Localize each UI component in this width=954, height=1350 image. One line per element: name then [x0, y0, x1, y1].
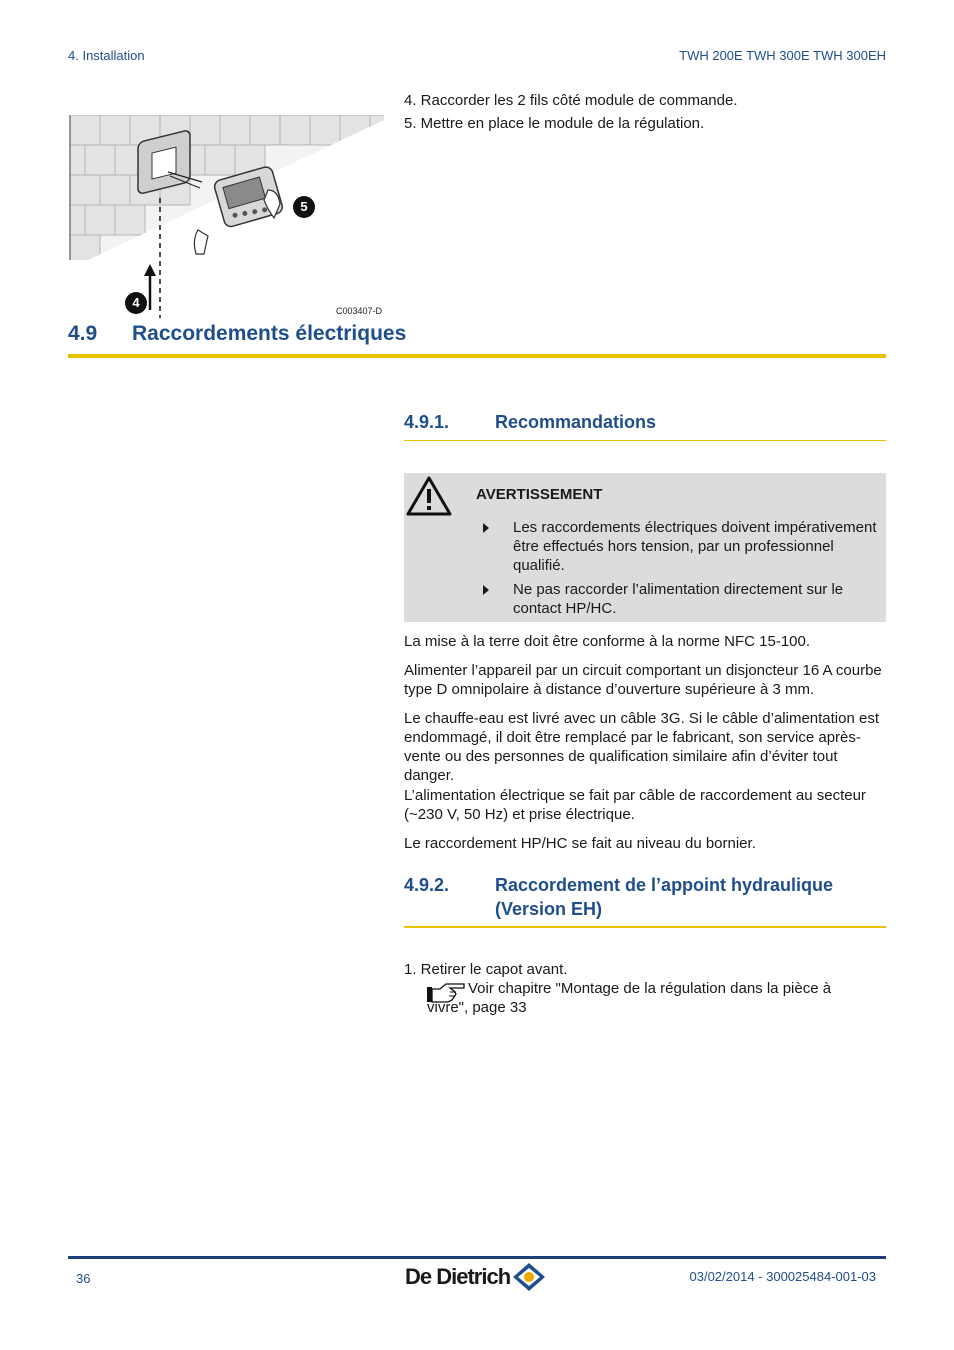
callout-5: 5	[293, 196, 315, 218]
callout-4: 4	[125, 292, 147, 314]
bullet-icon	[483, 523, 489, 533]
sub2-number: 4.9.2.	[404, 875, 450, 895]
page-number: 36	[76, 1271, 91, 1286]
sub2-title-line1: Raccordement de l’appoint hydraulique	[495, 875, 834, 895]
paragraph-supply: L’alimentation électrique se fait par câble de raccordement au secteur (~230 V, 50 Hz) et prise électrique.	[404, 787, 866, 823]
warning-box	[404, 473, 886, 622]
header-chapter: 4. Installation	[68, 48, 145, 63]
section-title: Raccordements électriques	[132, 322, 407, 345]
doc-reference: 03/02/2014 - 300025484-001-03	[689, 1269, 876, 1284]
header-models: TWH 200E TWH 300E TWH 300EH	[679, 48, 886, 63]
brand-logo	[405, 1262, 546, 1292]
footer-rule	[68, 1256, 886, 1259]
sub1-title: Recommandations	[495, 412, 657, 432]
warning-triangle-icon	[406, 476, 452, 516]
wall-mount-illustration	[68, 110, 386, 325]
sub1-rule	[404, 440, 886, 441]
brand-diamond-icon	[512, 1262, 546, 1292]
warning-title: AVERTISSEMENT	[476, 486, 603, 503]
paragraph-breaker: Alimenter l’appareil par un circuit comportant un disjoncteur 16 A courbe type D omnipolaire à distance d’ouverture supérieure à 3 mm.	[404, 662, 882, 698]
warning-item-2: Ne pas raccorder l’alimentation directement sur le contact HP/HC.	[513, 581, 844, 617]
figure-code: C003407-D	[336, 306, 383, 316]
step-1: 1. Retirer le capot avant.	[404, 961, 568, 978]
paragraph-cable: Le chauffe-eau est livré avec un câble 3G. Si le câble d’alimentation est endommagé, il doit être remplacé par le fabricant, son service après-vente ou des personnes de qualification similaire afin d’éviter tout danger.	[404, 710, 880, 784]
step-1-reference: Voir chapitre "Montage de la régulation dans la pièce à vivre", page 33	[427, 980, 832, 1016]
bullet-icon	[483, 585, 489, 595]
sub2-title-line2: (Version EH)	[495, 899, 603, 919]
paragraph-earth: La mise à la terre doit être conforme à la norme NFC 15-100.	[404, 633, 811, 650]
installation-figure	[68, 110, 386, 325]
paragraph-hphc: Le raccordement HP/HC se fait au niveau du bornier.	[404, 835, 756, 852]
step-4: 4. Raccorder les 2 fils côté module de commande.	[404, 92, 738, 109]
brand-name: De Dietrich	[405, 1264, 511, 1289]
section-number: 4.9	[68, 322, 98, 345]
sub2-rule	[404, 926, 886, 928]
step-5: 5. Mettre en place le module de la régulation.	[404, 115, 705, 132]
sub1-number: 4.9.1.	[404, 412, 450, 432]
section-rule	[68, 354, 886, 358]
warning-item-1: Les raccordements électriques doivent impérativement être effectués hors tension, par un professionnel qualifié.	[513, 519, 877, 574]
